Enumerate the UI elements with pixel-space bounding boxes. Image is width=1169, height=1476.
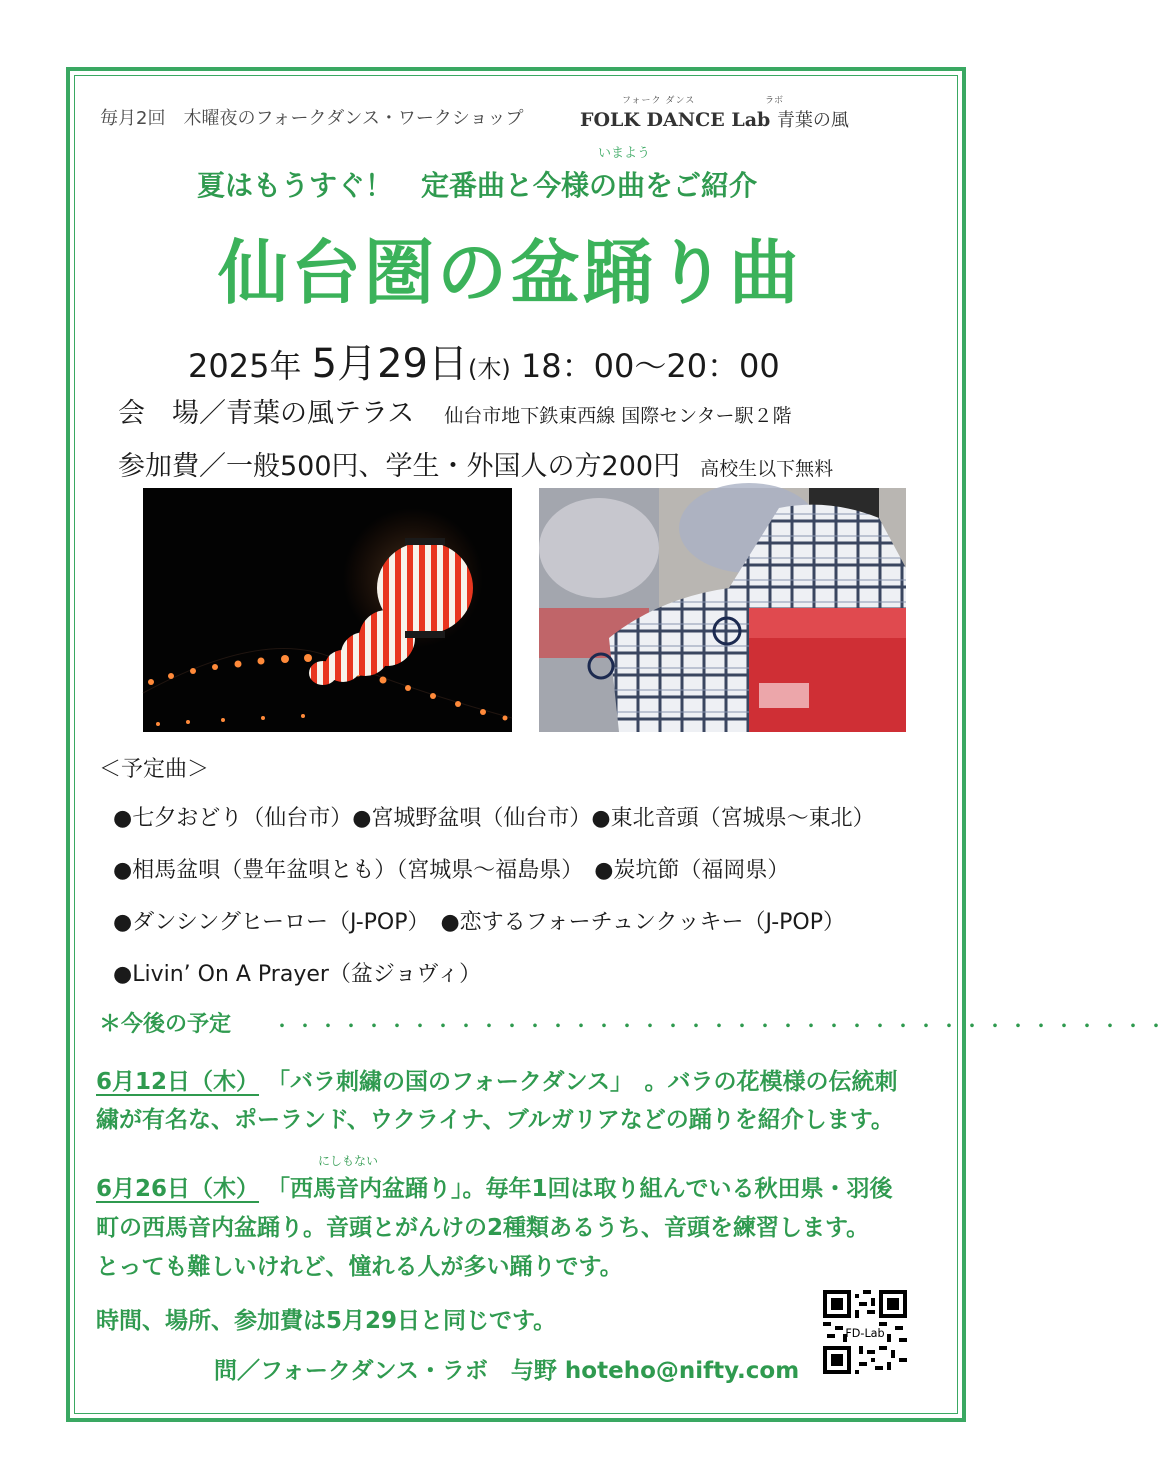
song-line: ●七夕おどり（仙台市）●宮城野盆唄（仙台市）●東北音頭（宮城県～東北） <box>113 806 875 831</box>
future-item-2-date: 6月26日（木） <box>96 1176 260 1202</box>
event-year: 2025年 <box>188 347 302 385</box>
venue-line <box>118 391 791 430</box>
venue-note: 仙台市地下鉄東西線 国際センター駅２階 <box>444 405 792 427</box>
future-item-2-line3: とっても難しいけれど、憧れる人が多い踊りです。 <box>96 1254 623 1280</box>
venue-text: 会 場／青葉の風テラス <box>118 398 415 429</box>
future-item-2-text: 「西馬音内盆踊り」。毎年1回は取り組んでいる秋田県・羽後 <box>267 1176 893 1202</box>
song-line: ●ダンシングヒーロー（J-POP） ●恋するフォーチュンクッキー（J-POP） <box>113 910 845 935</box>
fee-note: 高校生以下無料 <box>700 458 834 480</box>
future-heading: ＊今後の予定 <box>99 1012 232 1037</box>
yukata-illustration <box>539 488 906 732</box>
page-title: 仙台圏の盆踊り曲 <box>218 232 802 314</box>
subtitle: 夏はもうすぐ！ 定番曲と今様の曲をご紹介 <box>197 169 758 202</box>
future-item-2-line2: 町の西馬音内盆踊り。音頭とがんけの2種類あるうち、音頭を練習します。 <box>96 1215 870 1241</box>
future-item-1-date: 6月12日（木） <box>96 1069 260 1095</box>
brand-ruby-lab: ラボ <box>765 96 784 106</box>
same-conditions-note: 時間、場所、参加費は5月29日と同じです。 <box>96 1308 557 1334</box>
future-item-1-line1 <box>96 1063 897 1096</box>
fee-line <box>118 444 833 483</box>
subtitle-ruby: いまよう <box>598 146 651 161</box>
qr-icon <box>823 1290 907 1374</box>
dotted-leader: ・・・・・・・・・・・・・・・・・・・・・・・・・・・・・・・・・・・・・・・ <box>272 1014 1169 1038</box>
brand-ruby-folk: フォーク ダンス <box>622 96 696 106</box>
qr-label: FD-Lab <box>845 1327 885 1341</box>
brand-suffix: 青葉の風 <box>776 110 849 131</box>
yukata-dancers-photo <box>539 488 906 732</box>
event-datetime <box>188 332 780 389</box>
future-item-1-line2: 繍が有名な、ポーランド、ウクライナ、ブルガリアなどの踊りを紹介します。 <box>96 1107 894 1133</box>
songs-heading: ＜予定曲＞ <box>99 757 210 782</box>
lanterns-illustration <box>143 488 512 732</box>
brand-name <box>580 106 849 132</box>
event-time: 18：00～20：00 <box>520 347 780 385</box>
lanterns-photo <box>143 488 512 732</box>
contact-line: 問／フォークダンス・ラボ 与野 hoteho@nifty.com <box>214 1358 800 1384</box>
series-label: 毎月2回 木曜夜のフォークダンス・ワークショップ <box>100 108 524 129</box>
event-date: 5月29日 <box>311 341 468 387</box>
song-line: ●Livin’ On A Prayer（盆ジョヴィ） <box>113 962 482 987</box>
event-weekday: (木) <box>467 355 511 383</box>
brand-text: FOLK DANCE Lab <box>580 109 771 131</box>
qr-code[interactable] <box>823 1290 907 1374</box>
future-item-2-ruby: にしもない <box>318 1154 379 1168</box>
song-line: ●相馬盆唄（豊年盆唄とも）（宮城県～福島県） ●炭坑節（福岡県） <box>113 858 790 883</box>
fee-text: 参加費／一般500円、学生・外国人の方200円 <box>118 451 681 482</box>
future-item-1-text: 「バラ刺繍の国のフォークダンス」 。バラの花模様の伝統刺 <box>267 1069 898 1095</box>
future-item-2-line1 <box>96 1170 893 1203</box>
